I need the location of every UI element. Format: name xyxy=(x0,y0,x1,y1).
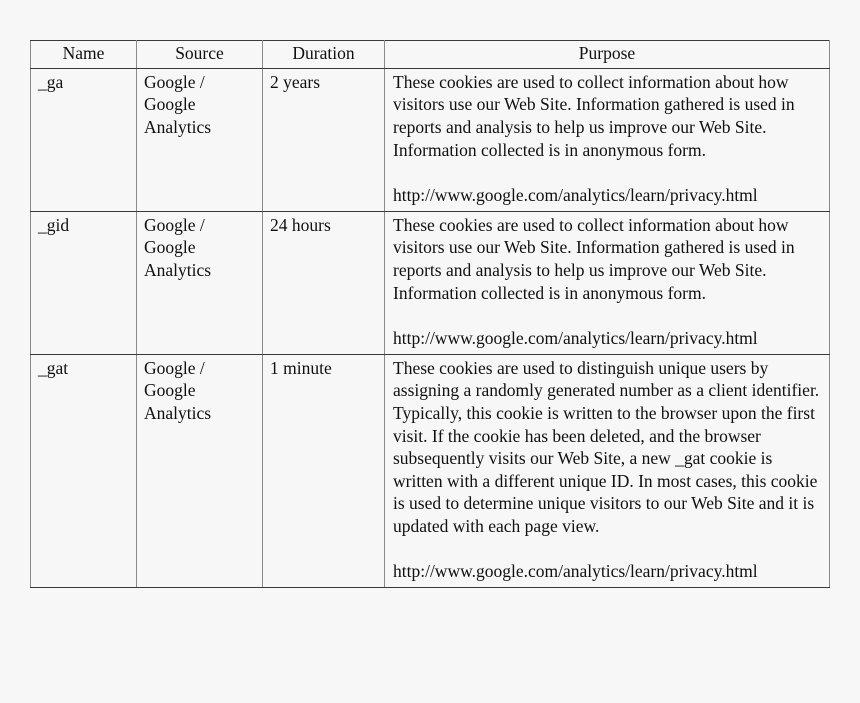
purpose-policy-link[interactable]: http://www.google.com/analytics/learn/privacy.html xyxy=(393,184,758,205)
cell-cookie-purpose xyxy=(385,68,830,211)
cell-cookie-duration: 2 years xyxy=(263,68,385,211)
cell-cookie-name: _ga xyxy=(31,68,137,211)
cell-cookie-source xyxy=(137,68,263,211)
purpose-spacer xyxy=(393,538,825,561)
cell-cookie-source xyxy=(137,354,263,588)
cell-cookie-name: _gat xyxy=(31,354,137,588)
source-line: Analytics xyxy=(144,402,212,423)
purpose-policy-link[interactable]: http://www.google.com/analytics/learn/privacy.html xyxy=(393,561,758,582)
purpose-description: These cookies are used to distinguish unique users by assigning a randomly generated number as a client identifier. Typically, this cookie is written to the browser upon the first visit. If the cookie has been deleted, and the browser subsequently visits our Web Site, a new _gat cookie is written with a different unique ID. In most cases, this cookie is used to determine unique visitors to our Web Site and it is updated with each page view. xyxy=(393,357,820,537)
column-header-source: Source xyxy=(137,41,263,69)
cookie-disclosure-table xyxy=(30,40,830,588)
purpose-policy-link[interactable]: http://www.google.com/analytics/learn/privacy.html xyxy=(393,327,758,348)
column-header-purpose: Purpose xyxy=(385,41,830,69)
source-line: Google / xyxy=(144,357,205,378)
table-header xyxy=(31,41,830,69)
source-line: Google xyxy=(144,380,196,401)
cell-cookie-name: _gid xyxy=(31,211,137,354)
source-line: Google / xyxy=(144,71,205,92)
table-row xyxy=(31,68,830,211)
table-header-row xyxy=(31,41,830,69)
table-row xyxy=(31,354,830,588)
cell-cookie-duration: 1 minute xyxy=(263,354,385,588)
source-line: Google xyxy=(144,237,196,258)
table-body xyxy=(31,68,830,587)
table-row xyxy=(31,211,830,354)
cell-cookie-purpose xyxy=(385,211,830,354)
purpose-description: These cookies are used to collect information about how visitors use our Web Site. Information gathered is used in reports and analysis to help us improve our Web Site. Information collected is in anonymous form. xyxy=(393,71,795,160)
purpose-spacer xyxy=(393,304,825,327)
source-line: Google xyxy=(144,94,196,115)
purpose-description: These cookies are used to collect information about how visitors use our Web Site. Information gathered is used in reports and analysis to help us improve our Web Site. Information collected is in anonymous form. xyxy=(393,214,795,303)
purpose-spacer xyxy=(393,161,825,184)
cell-cookie-duration: 24 hours xyxy=(263,211,385,354)
cell-cookie-source xyxy=(137,211,263,354)
column-header-name: Name xyxy=(31,41,137,69)
source-line: Analytics xyxy=(144,259,212,280)
source-line: Analytics xyxy=(144,116,212,137)
column-header-duration: Duration xyxy=(263,41,385,69)
source-line: Google / xyxy=(144,214,205,235)
cell-cookie-purpose xyxy=(385,354,830,588)
